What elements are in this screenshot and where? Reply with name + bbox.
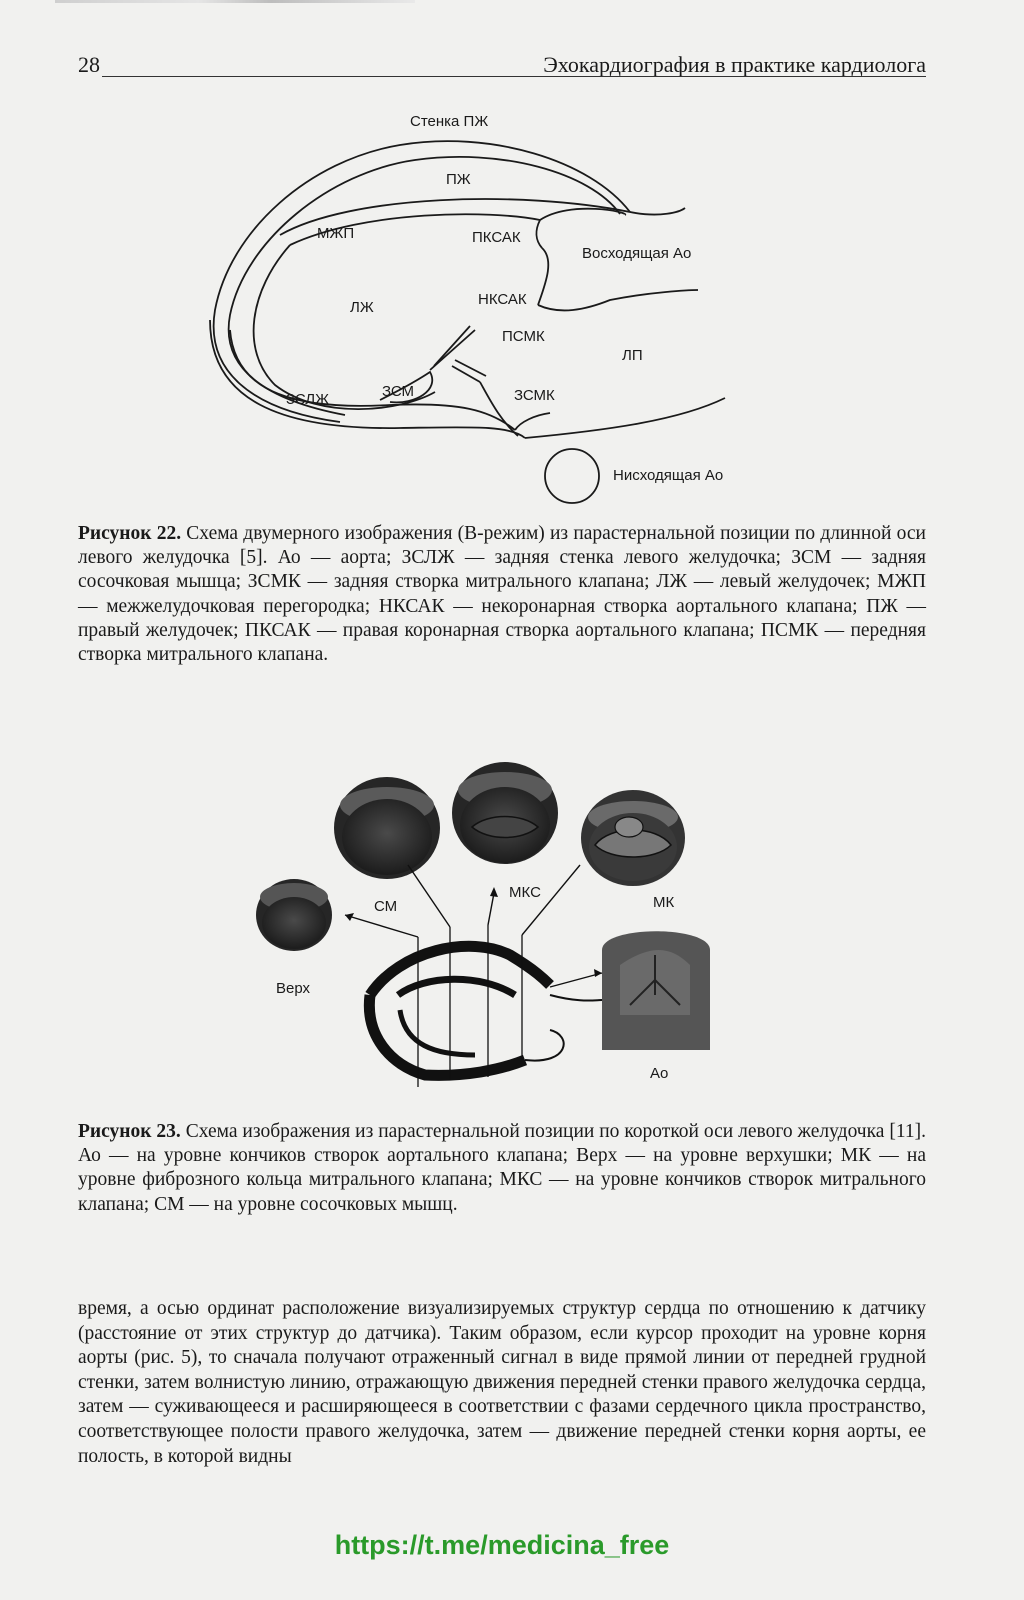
figure-23-caption: [78, 1120, 926, 1217]
header-rule: [102, 76, 926, 77]
asc-ao-bottom: [538, 290, 698, 310]
figure-22-caption-lead: Рисунок 22.: [78, 523, 182, 544]
figure-23-caption-lead: Рисунок 23.: [78, 1121, 181, 1142]
label-amvl: ПСМК: [502, 328, 545, 345]
label-la: ЛП: [622, 347, 643, 364]
label-rv: ПЖ: [446, 171, 471, 188]
la-wall-inner: [515, 413, 550, 430]
label-rcc: ПКСАК: [472, 229, 521, 246]
label-mk: МК: [653, 894, 675, 911]
label-ao: Ао: [650, 1065, 669, 1082]
pmvl: [452, 366, 480, 382]
label-pwlv: ЗСЛЖ: [286, 391, 329, 408]
label-ivs: МЖП: [317, 225, 355, 242]
label-asc-ao: Восходящая Ао: [582, 245, 692, 262]
label-rv-wall: Стенка ПЖ: [410, 113, 489, 130]
disc-pm: [334, 777, 440, 879]
label-pm: СМ: [374, 898, 398, 915]
pwlv-inner: [230, 330, 515, 430]
page-header: [78, 52, 926, 78]
label-ppm: ЗСМ: [382, 383, 415, 400]
figure-22-caption: [78, 522, 926, 667]
la-wall: [525, 398, 725, 438]
label-apex: Верх: [276, 980, 311, 997]
label-desc-ao: Нисходящая Ао: [613, 467, 724, 484]
disc-mks: [452, 762, 558, 864]
pmvl-2: [455, 360, 486, 376]
aortic-root-anterior: [536, 220, 542, 248]
desc-ao-circle: [545, 449, 599, 503]
label-lv: ЛЖ: [350, 299, 374, 316]
running-title: Эхокардиография в практике кардиолога: [543, 52, 926, 77]
aortic-root: [538, 248, 548, 305]
figure-23-svg: [250, 755, 730, 1100]
label-mks: МКС: [509, 884, 541, 901]
scan-artifact: [55, 0, 415, 3]
label-ncc: НКСАК: [478, 291, 527, 308]
figure-22-diagram: [190, 100, 770, 510]
disc-mk: [581, 790, 685, 886]
amvl-2: [434, 326, 470, 366]
figure-22-caption-text: Схема двумерного изображения (В-режим) из парастернальной позиции по длинной оси левого желудочка [5]. Ао — аорта; ЗСЛЖ — задняя стенка левого желудочка; ЗСМ — задняя сосочковая мышца; ЗСМК — задняя створка митрального клапана; ЛЖ — левый желудочек; МЖП — межжелудочковая перегородка; НКСАК — некоронарная створка аортального клапана; ПЖ — правый желудочек; ПКСАК — правая коронарная створка аортального клапана; ПСМК — передняя створка митрального клапана.: [78, 523, 926, 666]
aorta-block: [602, 931, 710, 1050]
pwlv-outer: [210, 320, 525, 438]
figure-22-svg: [190, 100, 770, 510]
page-number: 28: [78, 52, 100, 77]
figure-23-diagram: [250, 755, 730, 1100]
body-paragraph: время, а осью ординат расположение визуализируемых структур сердца по отношению к датчику (расстояние от этих структур до датчика). Таким образом, если курсор проходит на уровне корня аорты (рис. 5), то сначала получают отраженный сигнал в виде прямой линии от передней грудной стенки, затем волнистую линию, отражающую движения передней стенки правого желудочка сердца, затем — суживающееся и расширяющееся в соответствии с фазами сердечного цикла пространство, соответствующее полости правого желудочка, затем — движение передней стенки корня аорты, ее полость, в которой видны: [78, 1298, 926, 1467]
asc-ao-top: [540, 209, 625, 220]
disc-apex: [256, 879, 332, 951]
label-pmvl: ЗСМК: [514, 387, 555, 404]
figure-23-caption-text: Схема изображения из парастернальной позиции по короткой оси левого желудочка [11]. Ао — на уровне кончиков створок аортального клапана; Верх — на уровне верхушки; МК — на уровне фиброзного кольца митрального клапана; МКС — на уровне кончиков створок митрального клапана; СМ — на уровне сосочковых мышц.: [78, 1121, 926, 1215]
rv-outer-wall: [214, 141, 630, 422]
telegram-link[interactable]: https://t.me/medicina_free: [334, 1530, 670, 1560]
